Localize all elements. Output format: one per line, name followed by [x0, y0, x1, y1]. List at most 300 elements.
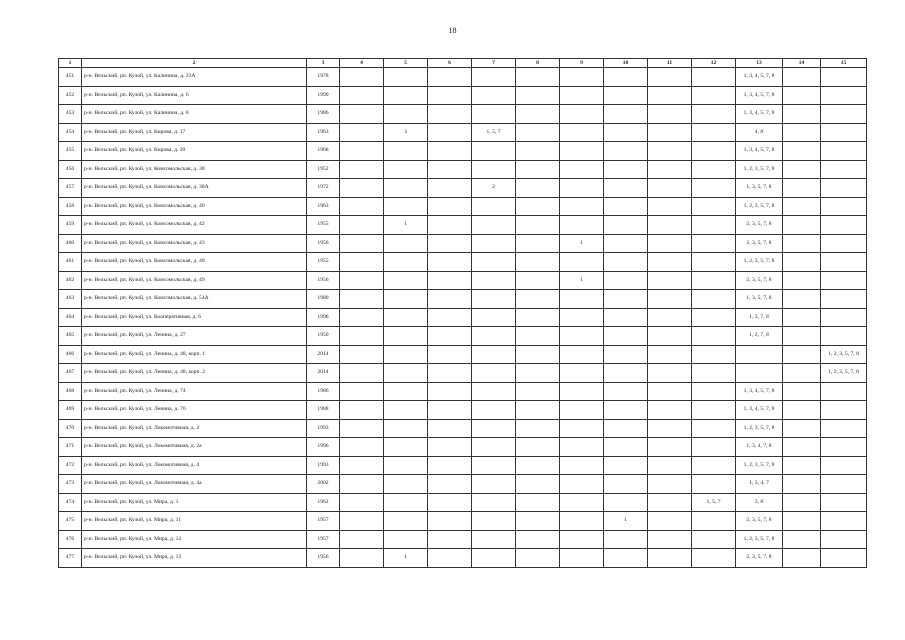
table-cell [821, 253, 867, 272]
table-cell [783, 308, 821, 327]
table-cell [472, 68, 516, 87]
table-cell [648, 419, 692, 438]
table-cell [821, 475, 867, 494]
table-cell: 2, 3, 5, 7, 8 [736, 549, 783, 568]
table-cell [604, 86, 648, 105]
table-cell [783, 364, 821, 383]
table-cell [736, 364, 783, 383]
table-cell [340, 438, 384, 457]
table-cell [560, 456, 604, 475]
table-cell [340, 123, 384, 142]
table-cell [340, 456, 384, 475]
table-cell [604, 549, 648, 568]
table-cell: 1, 3, 7, 8 [736, 308, 783, 327]
table-cell [692, 123, 736, 142]
table-cell [472, 401, 516, 420]
table-cell [472, 549, 516, 568]
table-cell [516, 382, 560, 401]
row-number-cell: 477 [59, 549, 82, 568]
column-header: 6 [428, 59, 472, 68]
table-cell [516, 68, 560, 87]
table-cell [783, 197, 821, 216]
table-cell [604, 456, 648, 475]
table-cell: 1, 3, 4, 5, 7, 8 [736, 142, 783, 161]
table-cell [428, 530, 472, 549]
year-cell: 1993 [307, 419, 340, 438]
table-cell [604, 475, 648, 494]
table-cell [340, 179, 384, 198]
table-cell [783, 271, 821, 290]
table-cell [516, 345, 560, 364]
year-cell: 1963 [307, 197, 340, 216]
row-number-cell: 472 [59, 456, 82, 475]
table-cell: 1, 3, 4, 5, 7, 8 [736, 86, 783, 105]
table-cell [692, 179, 736, 198]
table-cell [384, 345, 428, 364]
address-cell: р-н. Вельский, рп. Кулой, ул. Мира, д. 1 [82, 493, 307, 512]
table-cell [472, 142, 516, 161]
table-cell [516, 253, 560, 272]
table-cell [692, 475, 736, 494]
table-cell [648, 438, 692, 457]
year-cell: 1978 [307, 68, 340, 87]
table-row [59, 308, 867, 327]
table-cell [428, 68, 472, 87]
address-cell: р-н. Вельский, рп. Кулой, ул. Комсомольская, д. 38А [82, 179, 307, 198]
year-cell: 1986 [307, 382, 340, 401]
address-cell: р-н. Вельский, рп. Кулой, ул. Локомотивная, д. 4а [82, 475, 307, 494]
table-cell [472, 197, 516, 216]
table-cell [384, 253, 428, 272]
table-cell [428, 308, 472, 327]
table-cell [384, 419, 428, 438]
table-cell [648, 364, 692, 383]
table-cell [560, 493, 604, 512]
table-cell [340, 530, 384, 549]
table-cell [821, 216, 867, 235]
year-cell: 2002 [307, 475, 340, 494]
table-cell [783, 290, 821, 309]
table-cell [384, 234, 428, 253]
address-cell: р-н. Вельский, рп. Кулой, ул. Локомотивная, д. 2а [82, 438, 307, 457]
table-cell [472, 234, 516, 253]
table-cell [604, 401, 648, 420]
table-cell [783, 493, 821, 512]
year-cell: 1980 [307, 290, 340, 309]
address-cell: р-н. Вельский, рп. Кулой, ул. Комсомольская, д. 38 [82, 160, 307, 179]
table-cell [821, 271, 867, 290]
table-cell [560, 86, 604, 105]
table-cell [560, 512, 604, 531]
address-cell: р-н. Вельский, рп. Кулой, ул. Кооперативная, д. 6 [82, 308, 307, 327]
table-cell [604, 160, 648, 179]
table-cell [428, 160, 472, 179]
year-cell: 2014 [307, 345, 340, 364]
table-cell [604, 530, 648, 549]
table-cell [560, 438, 604, 457]
table-cell [340, 493, 384, 512]
table-cell [692, 530, 736, 549]
table-cell [472, 86, 516, 105]
table-cell [472, 438, 516, 457]
table-row [59, 68, 867, 87]
table-cell [604, 197, 648, 216]
table-cell [428, 86, 472, 105]
table-cell [604, 345, 648, 364]
table-cell [783, 401, 821, 420]
year-cell: 1957 [307, 530, 340, 549]
table-cell [692, 234, 736, 253]
table-cell [428, 253, 472, 272]
table-cell [604, 142, 648, 161]
table-cell [560, 160, 604, 179]
table-row [59, 160, 867, 179]
table-cell: 1, 3, 4, 7, 8 [736, 438, 783, 457]
table-cell [428, 401, 472, 420]
table-cell [516, 419, 560, 438]
column-header: 10 [604, 59, 648, 68]
table-cell [560, 345, 604, 364]
table-cell [692, 308, 736, 327]
table-cell [692, 382, 736, 401]
column-header: 13 [736, 59, 783, 68]
table-cell [604, 419, 648, 438]
table-cell [340, 160, 384, 179]
table-cell [384, 438, 428, 457]
table-cell [648, 142, 692, 161]
table-cell [604, 438, 648, 457]
table-row [59, 142, 867, 161]
table-cell [516, 549, 560, 568]
table-cell: 1, 3, 5, 7, 8 [736, 179, 783, 198]
table-cell [472, 364, 516, 383]
table-cell [516, 512, 560, 531]
table-cell [692, 271, 736, 290]
table-cell [472, 216, 516, 235]
table-cell: 1, 2, 3, 5, 7, 8 [736, 197, 783, 216]
address-cell: р-н. Вельский, рп. Кулой, ул. Ленина, д. 48, корп. 2 [82, 364, 307, 383]
table-cell [560, 179, 604, 198]
table-cell [783, 253, 821, 272]
table-cell [783, 438, 821, 457]
table-cell [692, 105, 736, 124]
table-cell [821, 179, 867, 198]
table-cell [516, 234, 560, 253]
table-cell [783, 475, 821, 494]
year-cell: 1986 [307, 105, 340, 124]
table-cell [783, 456, 821, 475]
table-cell [428, 512, 472, 531]
table-cell [384, 493, 428, 512]
year-cell: 1996 [307, 308, 340, 327]
table-cell [472, 160, 516, 179]
table-cell [516, 401, 560, 420]
address-cell: р-н. Вельский, рп. Кулой, ул. Ленина, д. 48, корп. 1 [82, 345, 307, 364]
table-cell [648, 179, 692, 198]
table-cell [340, 549, 384, 568]
table-cell [692, 364, 736, 383]
table-cell [648, 123, 692, 142]
table-cell [472, 271, 516, 290]
year-cell: 1956 [307, 549, 340, 568]
table-cell [604, 105, 648, 124]
table-cell [648, 290, 692, 309]
row-number-cell: 461 [59, 253, 82, 272]
table-row [59, 105, 867, 124]
table-cell [384, 197, 428, 216]
table-cell [384, 512, 428, 531]
table-cell [428, 179, 472, 198]
address-cell: р-н. Вельский, рп. Кулой, ул. Ленина, д. 76 [82, 401, 307, 420]
row-number-cell: 475 [59, 512, 82, 531]
table-cell [428, 271, 472, 290]
table-row [59, 549, 867, 568]
table-cell [560, 419, 604, 438]
row-number-cell: 460 [59, 234, 82, 253]
table-cell [821, 438, 867, 457]
row-number-cell: 465 [59, 327, 82, 346]
table-cell: 3 [384, 123, 428, 142]
table-cell [472, 308, 516, 327]
year-cell: 1993 [307, 456, 340, 475]
table-cell [692, 142, 736, 161]
table-cell [560, 382, 604, 401]
table-cell [340, 419, 384, 438]
table-cell: 1 [560, 234, 604, 253]
table-cell: 2, 3, 5, 7, 8 [736, 216, 783, 235]
table-cell: 1, 3, 4, 5, 7, 8 [736, 68, 783, 87]
address-cell: р-н. Вельский, рп. Кулой, ул. Комсомольская, д. 49 [82, 271, 307, 290]
table-cell [428, 197, 472, 216]
table-cell [648, 382, 692, 401]
address-cell: р-н. Вельский, рп. Кулой, ул. Калинина, д. 6 [82, 86, 307, 105]
table-cell [736, 345, 783, 364]
table-cell [783, 327, 821, 346]
table-row [59, 86, 867, 105]
column-header: 3 [307, 59, 340, 68]
row-number-cell: 451 [59, 68, 82, 87]
table-cell [821, 234, 867, 253]
table-row [59, 234, 867, 253]
table-cell [428, 456, 472, 475]
table-cell [384, 68, 428, 87]
table-cell: 1 [560, 271, 604, 290]
row-number-cell: 453 [59, 105, 82, 124]
table-cell: 1, 2, 3, 5, 7, 8 [736, 419, 783, 438]
column-header: 7 [472, 59, 516, 68]
table-cell [384, 530, 428, 549]
row-number-cell: 471 [59, 438, 82, 457]
row-number-cell: 457 [59, 179, 82, 198]
column-header: 15 [821, 59, 867, 68]
table-cell [648, 105, 692, 124]
column-header: 12 [692, 59, 736, 68]
table-cell [648, 327, 692, 346]
row-number-cell: 470 [59, 419, 82, 438]
table-cell [821, 456, 867, 475]
table-cell [648, 493, 692, 512]
table-cell [472, 475, 516, 494]
table-cell [560, 475, 604, 494]
table-cell [648, 216, 692, 235]
year-cell: 1950 [307, 327, 340, 346]
table-cell [560, 68, 604, 87]
table-cell [384, 456, 428, 475]
housing-registry-table [58, 58, 867, 568]
table-cell: 1, 3, 5, 7, 8 [736, 290, 783, 309]
table-cell [648, 345, 692, 364]
table-cell [428, 290, 472, 309]
address-cell: р-н. Вельский, рп. Кулой, ул. Калинина, д. 23А [82, 68, 307, 87]
table-cell [428, 123, 472, 142]
table-cell [516, 86, 560, 105]
address-cell: р-н. Вельский, рп. Кулой, ул. Ленина, д. 27 [82, 327, 307, 346]
table-cell [384, 308, 428, 327]
table-cell [384, 179, 428, 198]
table-cell [340, 364, 384, 383]
table-cell [472, 327, 516, 346]
table-cell [384, 364, 428, 383]
table-cell [472, 419, 516, 438]
table-cell [516, 308, 560, 327]
year-cell: 1955 [307, 253, 340, 272]
table-cell [648, 86, 692, 105]
table-cell [692, 160, 736, 179]
table-cell: 1, 2, 3, 5, 7, 8 [736, 456, 783, 475]
table-cell [821, 327, 867, 346]
table-cell [384, 401, 428, 420]
table-cell [340, 197, 384, 216]
table-cell: 1, 2, 3, 5, 7, 8 [736, 253, 783, 272]
address-cell: р-н. Вельский, рп. Кулой, ул. Калинина, д. 8 [82, 105, 307, 124]
table-cell [516, 530, 560, 549]
table-row [59, 382, 867, 401]
row-number-cell: 466 [59, 345, 82, 364]
table-cell [428, 345, 472, 364]
table-cell [428, 216, 472, 235]
table-cell [340, 271, 384, 290]
table-cell [516, 438, 560, 457]
row-number-cell: 454 [59, 123, 82, 142]
table-cell [560, 549, 604, 568]
table-cell [648, 197, 692, 216]
table-cell [472, 493, 516, 512]
table-row [59, 438, 867, 457]
table-cell [604, 493, 648, 512]
row-number-cell: 469 [59, 401, 82, 420]
table-cell [692, 197, 736, 216]
table-cell [604, 179, 648, 198]
table-cell [783, 382, 821, 401]
table-cell [648, 512, 692, 531]
table-cell [384, 160, 428, 179]
table-cell [692, 549, 736, 568]
row-number-cell: 456 [59, 160, 82, 179]
table-cell [604, 382, 648, 401]
table-cell [384, 105, 428, 124]
row-number-cell: 459 [59, 216, 82, 235]
table-cell: 2, 3, 5, 7, 8 [736, 234, 783, 253]
table-cell: 1, 2, 7, 8 [736, 327, 783, 346]
year-cell: 1962 [307, 493, 340, 512]
table-cell [340, 382, 384, 401]
table-row [59, 493, 867, 512]
table-cell [783, 123, 821, 142]
table-cell [692, 438, 736, 457]
table-cell [821, 290, 867, 309]
table-cell [384, 86, 428, 105]
table-cell [428, 475, 472, 494]
table-row [59, 419, 867, 438]
table-row [59, 216, 867, 235]
address-cell: р-н. Вельский, рп. Кулой, ул. Кирова, д. 20 [82, 142, 307, 161]
table-cell [560, 216, 604, 235]
table-cell [783, 105, 821, 124]
table-cell [384, 142, 428, 161]
table-cell [783, 179, 821, 198]
table-cell [648, 68, 692, 87]
table-cell [516, 493, 560, 512]
table-cell [340, 512, 384, 531]
table-row [59, 512, 867, 531]
table-cell: 4, 8 [736, 123, 783, 142]
address-cell: р-н. Вельский, рп. Кулой, ул. Локомотивная, д. 2 [82, 419, 307, 438]
table-cell [604, 68, 648, 87]
table-row [59, 530, 867, 549]
table-cell [821, 549, 867, 568]
row-number-cell: 464 [59, 308, 82, 327]
table-cell: 1, 2, 3, 5, 7, 8 [736, 160, 783, 179]
table-cell [604, 308, 648, 327]
year-cell: 1955 [307, 216, 340, 235]
table-cell [821, 512, 867, 531]
address-cell: р-н. Вельский, рп. Кулой, ул. Кирова, д. 17 [82, 123, 307, 142]
table-row [59, 123, 867, 142]
table-cell [340, 327, 384, 346]
table-cell [648, 401, 692, 420]
table-cell [560, 290, 604, 309]
table-cell [560, 142, 604, 161]
table-cell [472, 253, 516, 272]
table-cell [692, 253, 736, 272]
table-cell: 1 [384, 216, 428, 235]
address-cell: р-н. Вельский, рп. Кулой, ул. Комсомольская, д. 42 [82, 216, 307, 235]
table-cell [472, 382, 516, 401]
table-cell [340, 290, 384, 309]
table-cell [472, 530, 516, 549]
table-cell [384, 327, 428, 346]
table-cell [340, 253, 384, 272]
column-header: 5 [384, 59, 428, 68]
table-cell [428, 142, 472, 161]
table-row [59, 401, 867, 420]
table-cell [560, 105, 604, 124]
table-cell [783, 142, 821, 161]
column-header: 2 [82, 59, 307, 68]
table-cell [821, 382, 867, 401]
table-cell [783, 512, 821, 531]
table-cell [516, 216, 560, 235]
table-cell [384, 475, 428, 494]
table-cell [472, 512, 516, 531]
table-cell [516, 160, 560, 179]
address-cell: р-н. Вельский, рп. Кулой, ул. Комсомольская, д. 54А [82, 290, 307, 309]
table-cell [821, 401, 867, 420]
table-cell [783, 86, 821, 105]
table-cell [648, 475, 692, 494]
table-cell [428, 438, 472, 457]
table-cell [472, 105, 516, 124]
